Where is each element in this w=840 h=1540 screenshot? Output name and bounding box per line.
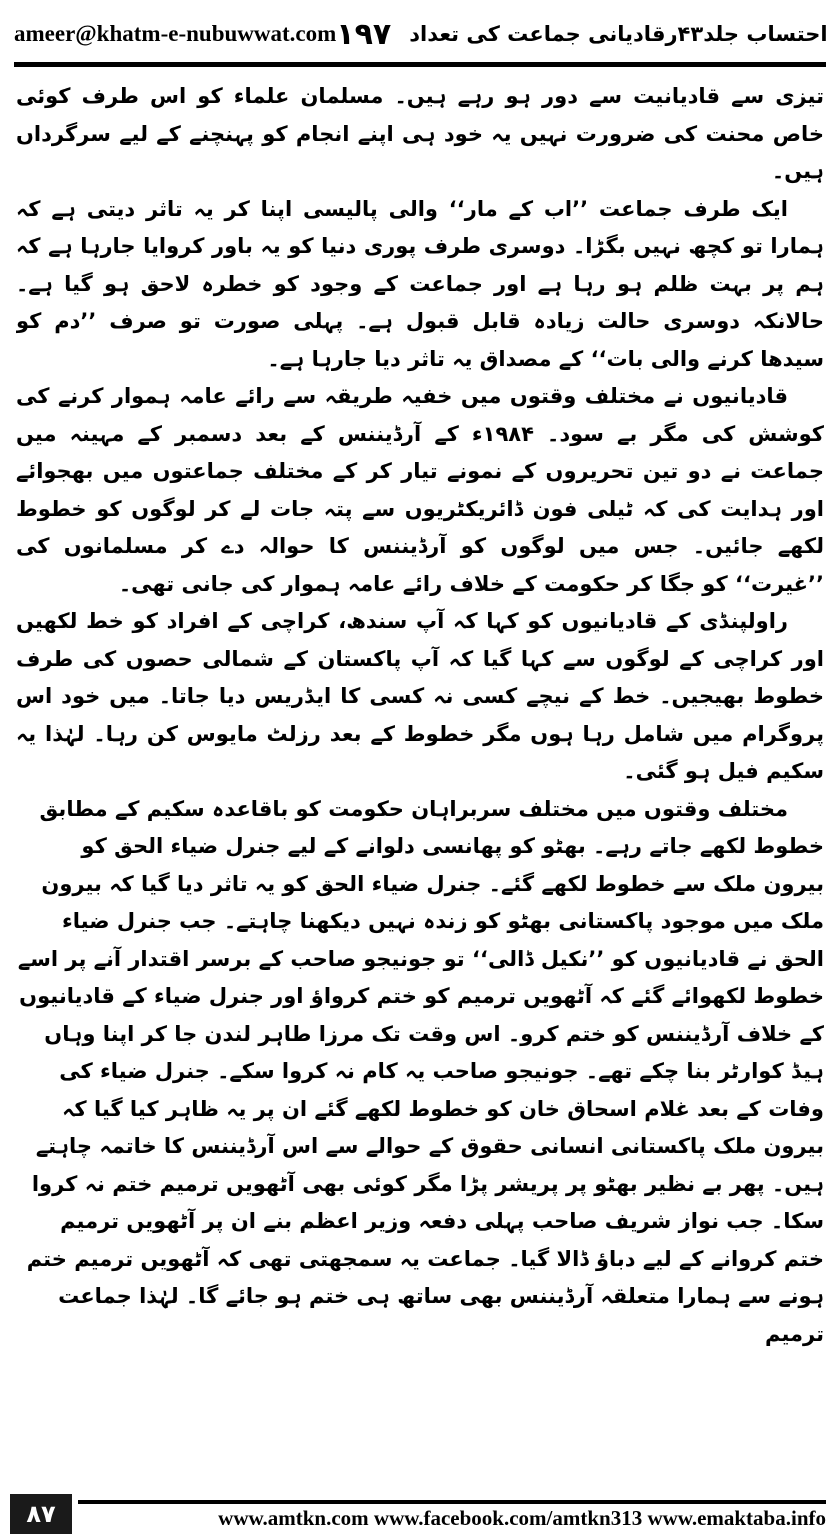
running-title: احتساب جلد۴۳رقادیانی جماعت کی تعداد <box>409 22 828 46</box>
page-header <box>14 10 826 58</box>
footer-page-number: ۸۷ <box>10 1494 72 1534</box>
footer-links: www.amtkn.com www.facebook.com/amtkn313 www.emaktaba.info <box>218 1506 826 1530</box>
header-right-group <box>336 17 827 52</box>
paragraph: راولپنڈی کے قادیانیوں کو کہا کہ آپ سندھ، کراچی کے افراد کو خط لکھیں اور کراچی کے لوگوں سے کہا گیا کہ آپ پاکستان کے شمالی حصوں کی طرف خطوط بھیجیں۔ خط کے نیچے کسی نہ کسی کا ایڈریس دیا جاتا۔ میں خود اس پروگرام میں شامل رہا ہوں مگر خطوط کے بعد رزلٹ مایوس کن رہا۔ لہٰذا یہ سکیم فیل ہو گئی۔ <box>16 609 824 783</box>
footer-rule <box>78 1500 826 1504</box>
page-footer <box>10 1500 826 1536</box>
paragraph: مختلف وقتوں میں مختلف سربراہان حکومت کو باقاعدہ سکیم کے مطابق خطوط لکھے جاتے رہے۔ بھٹو کو پھانسی دلوانے کے لیے جنرل ضیاء الحق کو بیرون ملک سے خطوط لکھے گئے۔ جنرل ضیاء الحق کو یہ تاثر دیا گیا کہ بیرون ملک میں موجود پاکستانی بھٹو کو زندہ نہیں دیکھنا چاہتے۔ جب جنرل ضیاء الحق نے قادیانیوں کو ’’نکیل ڈالی‘‘ تو جونیجو صاحب کے برسر اقتدار آنے پر اسے خطوط لکھوائے گئے کہ آٹھویں ترمیم کو ختم کرواؤ اور جنرل ضیاء کے قادیانیوں کے خلاف آرڈیننس کو ختم کرو۔ اس وقت تک مرزا طاہر لندن جا کر اپنا وہاں ہیڈ کوارٹر بنا چکے تھے۔ جونیجو صاحب یہ کام نہ کروا سکے۔ جنرل ضیاء کی وفات کے بعد غلام اسحاق خان کو خطوط لکھے گئے ان پر یہ ظاہر کیا گیا کہ بیرون ملک پاکستانی انسانی حقوق کے حوالے سے اس آرڈیننس کا خاتمہ چاہتے ہیں۔ پھر بے نظیر بھٹو پر پریشر پڑا مگر کوئی بھی آٹھویں ترمیم ختم نہ کروا سکا۔ جب نواز شریف صاحب پہلی دفعہ وزیر اعظم بنے ان پر آٹھویں ترمیم ختم کروانے کے لیے دباؤ ڈالا گیا۔ جماعت یہ سمجھتی تھی کہ آٹھویں ترمیم ختم ہونے سے ہمارا متعلقہ آرڈیننس بھی ساتھ ہی ختم ہو جائے گا۔ لہٰذا جماعت ترمیم <box>17 796 824 1346</box>
paragraph: قادیانیوں نے مختلف وقتوں میں خفیہ طریقہ سے رائے عامہ ہموار کرنے کی کوشش کی مگر بے سود۔ ۱۹۸۴ء کے آرڈیننس کے بعد دسمبر کے مہینہ میں جماعت نے دو تین تحریروں کے نمونے تیار کر کے مختلف جماعتوں میں بھجوائے اور ہدایت کی کہ ٹیلی فون ڈائریکٹریوں سے پتہ جات لے کر لوگوں کو خطوط لکھے جائیں۔ جس میں لوگوں کو آرڈیننس کا حوالہ دے کر مسلمانوں کی ’’غیرت‘‘ کو جگا کر حکومت کے خلاف رائے عامہ ہموار کی جانی تھی۔ <box>16 384 824 596</box>
header-email: ameer@khatm-e-nubuwwat.com <box>14 21 337 46</box>
body-text <box>16 78 824 1473</box>
header-rule <box>14 62 826 67</box>
paragraph: تیزی سے قادیانیت سے دور ہو رہے ہیں۔ مسلمان علماء کو اس طرف کوئی خاص محنت کی ضرورت نہیں یہ خود ہی اپنے انجام کو پہنچنے کے لیے سرگرداں ہیں۔ <box>16 84 824 183</box>
header-page-number: ۱۹۷ <box>336 16 392 52</box>
paragraph: ایک طرف جماعت ’’اب کے مار‘‘ والی پالیسی اپنا کر یہ تاثر دیتی ہے کہ ہمارا تو کچھ نہیں بگڑا۔ دوسری طرف پوری دنیا کو یہ باور کروایا جارہا ہے کہ ہم پر بہت ظلم ہو رہا ہے اور جماعت کے وجود کو خطرہ لاحق ہو گیا ہے۔ حالانکہ دوسری حالت زیادہ قابل قبول ہے۔ پہلی صورت تو صرف ’’دم کو سیدھا کرنے والی بات‘‘ کے مصداق یہ تاثر دیا جارہا ہے۔ <box>16 196 824 371</box>
